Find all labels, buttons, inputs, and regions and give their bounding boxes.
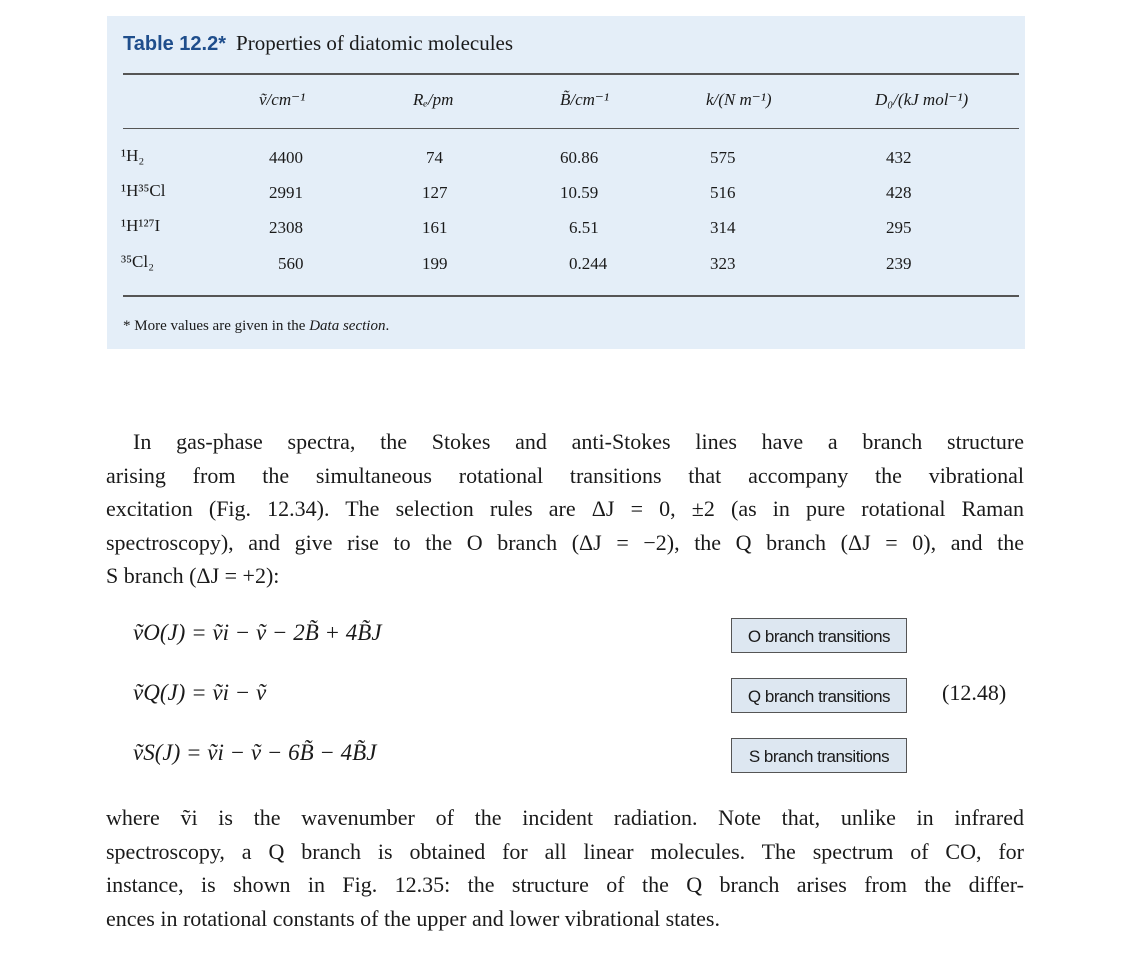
s-branch-label: S branch transitions	[731, 738, 907, 773]
table-panel	[107, 16, 1025, 349]
text-line: spectroscopy, a Q branch is obtained for all linear molecules. The spectrum of CO, for	[106, 838, 1024, 864]
row-b: 60.86	[560, 148, 599, 167]
row-re: 199	[422, 254, 448, 273]
row-b: 0.244	[569, 254, 608, 273]
header-dissociation-energy: D₀/(kJ mol⁻¹)	[875, 90, 969, 109]
equation-o-branch: ṽO(J) = ṽi − ṽ − 2B̃ + 4B̃J	[133, 620, 382, 645]
table-top-rule	[123, 73, 1019, 75]
header-force-constant: k/(N m⁻¹)	[706, 90, 772, 109]
row-nu: 4400	[269, 148, 303, 167]
q-branch-label: Q branch transitions	[731, 678, 907, 713]
header-rotational-constant: B̃/cm⁻¹	[560, 90, 609, 109]
table-bottom-rule	[123, 295, 1019, 297]
row-b: 10.59	[560, 183, 599, 202]
row-re: 161	[422, 218, 448, 237]
text-line: excitation (Fig. 12.34). The selection rules are ΔJ = 0, ±2 (as in pure rotational Raman	[106, 496, 1024, 521]
row-b: 6.51	[569, 218, 599, 237]
header-bond-length: Rₑ/pm	[413, 90, 454, 109]
text-line: In gas-phase spectra, the Stokes and anti-Stokes lines have a branch structure	[133, 429, 1024, 454]
text-line: ences in rotational constants of the upper and lower vibrational states.	[106, 905, 720, 931]
row-d0: 432	[886, 148, 912, 167]
table-header-rule	[123, 128, 1019, 129]
row-k: 575	[710, 148, 736, 167]
row-molecule: ³⁵Cl₂	[121, 252, 155, 271]
text-line: S branch (ΔJ = +2):	[106, 563, 280, 588]
row-k: 516	[710, 183, 736, 202]
text-line: where ṽi is the wavenumber of the incident radiation. Note that, unlike in infrared	[106, 805, 1024, 830]
row-k: 314	[710, 218, 736, 237]
row-k: 323	[710, 254, 736, 273]
row-molecule: ¹H³⁵Cl	[121, 181, 166, 200]
text-line: spectroscopy), and give rise to the O branch (ΔJ = −2), the Q branch (ΔJ = 0), and the	[106, 529, 1024, 555]
table-caption	[123, 31, 513, 56]
paragraph-incident-radiation	[106, 801, 1024, 935]
row-nu: 560	[278, 254, 304, 273]
paragraph-branch-structure	[106, 425, 1024, 593]
row-nu: 2308	[269, 218, 303, 237]
header-wavenumber: ṽ/cm⁻¹	[259, 90, 306, 109]
row-re: 127	[422, 183, 448, 202]
text-line: arising from the simultaneous rotational transitions that accompany the vibrational	[106, 462, 1024, 488]
o-branch-label: O branch transitions	[731, 618, 907, 653]
row-nu: 2991	[269, 183, 303, 202]
row-re: 74	[426, 148, 443, 167]
text-line: instance, is shown in Fig. 12.35: the structure of the Q branch arises from the differ-	[106, 872, 1024, 897]
equation-q-branch: ṽQ(J) = ṽi − ṽ	[133, 680, 267, 705]
row-d0: 428	[886, 183, 912, 202]
row-molecule: ¹H¹²⁷I	[121, 216, 161, 235]
table-label: Table 12.2*	[123, 33, 227, 55]
table-footnote: * More values are given in the Data section.	[123, 318, 390, 334]
table-title: Properties of diatomic molecules	[236, 31, 514, 55]
equation-s-branch: ṽS(J) = ṽi − ṽ − 6B̃ − 4B̃J	[133, 740, 377, 765]
equation-number: (12.48)	[942, 680, 1007, 705]
row-d0: 239	[886, 254, 912, 273]
row-d0: 295	[886, 218, 912, 237]
footnote-emphasis: Data section	[309, 318, 386, 334]
row-molecule: ¹H₂	[121, 146, 145, 165]
